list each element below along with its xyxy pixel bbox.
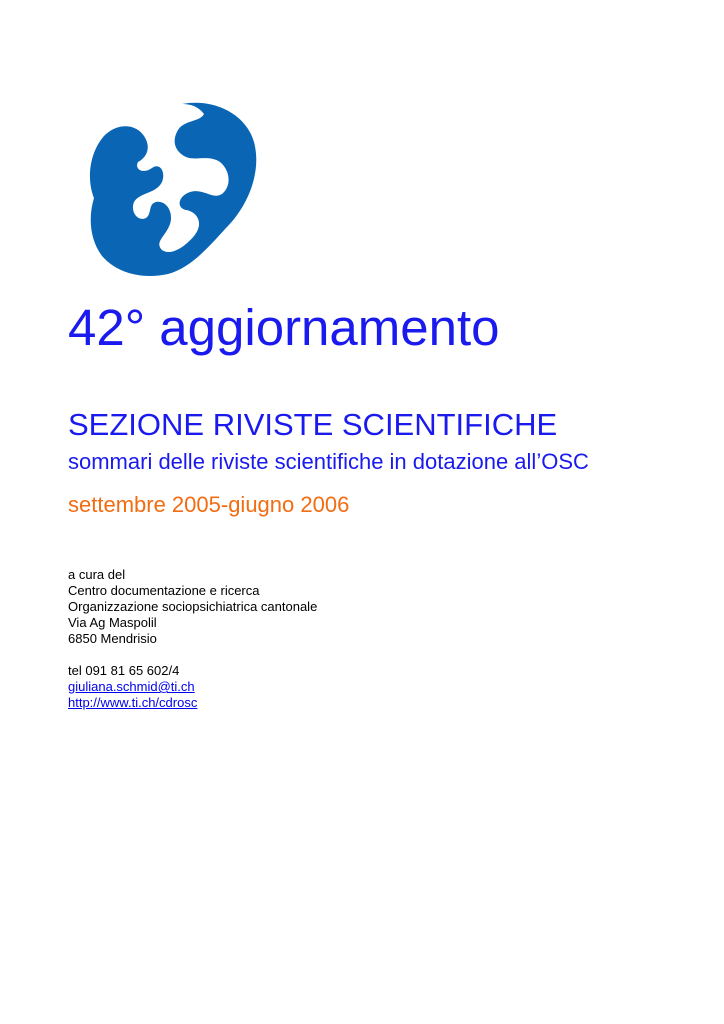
- organization-name: Organizzazione sociopsichiatrica cantonale: [68, 599, 318, 614]
- section-subtitle: sommari delle riviste scientifiche in dotazione all’OSC: [68, 449, 589, 474]
- email-link[interactable]: giuliana.schmid@ti.ch: [68, 679, 195, 694]
- date-range: settembre 2005-giugno 2006: [68, 492, 350, 517]
- contact-block: [68, 567, 317, 711]
- spacer: [68, 647, 317, 663]
- osc-logo-icon: [86, 100, 258, 278]
- page-title: 42° aggiornamento: [68, 299, 500, 356]
- curated-by-label: a cura del: [68, 567, 126, 582]
- phone-number: tel 091 81 65 602/4: [68, 663, 180, 678]
- city-address: 6850 Mendrisio: [68, 631, 157, 646]
- section-title: SEZIONE RIVISTE SCIENTIFICHE: [68, 407, 558, 442]
- center-name: Centro documentazione e ricerca: [68, 583, 260, 598]
- street-address: Via Ag Maspolil: [68, 615, 157, 630]
- website-link[interactable]: http://www.ti.ch/cdrosc: [68, 695, 198, 710]
